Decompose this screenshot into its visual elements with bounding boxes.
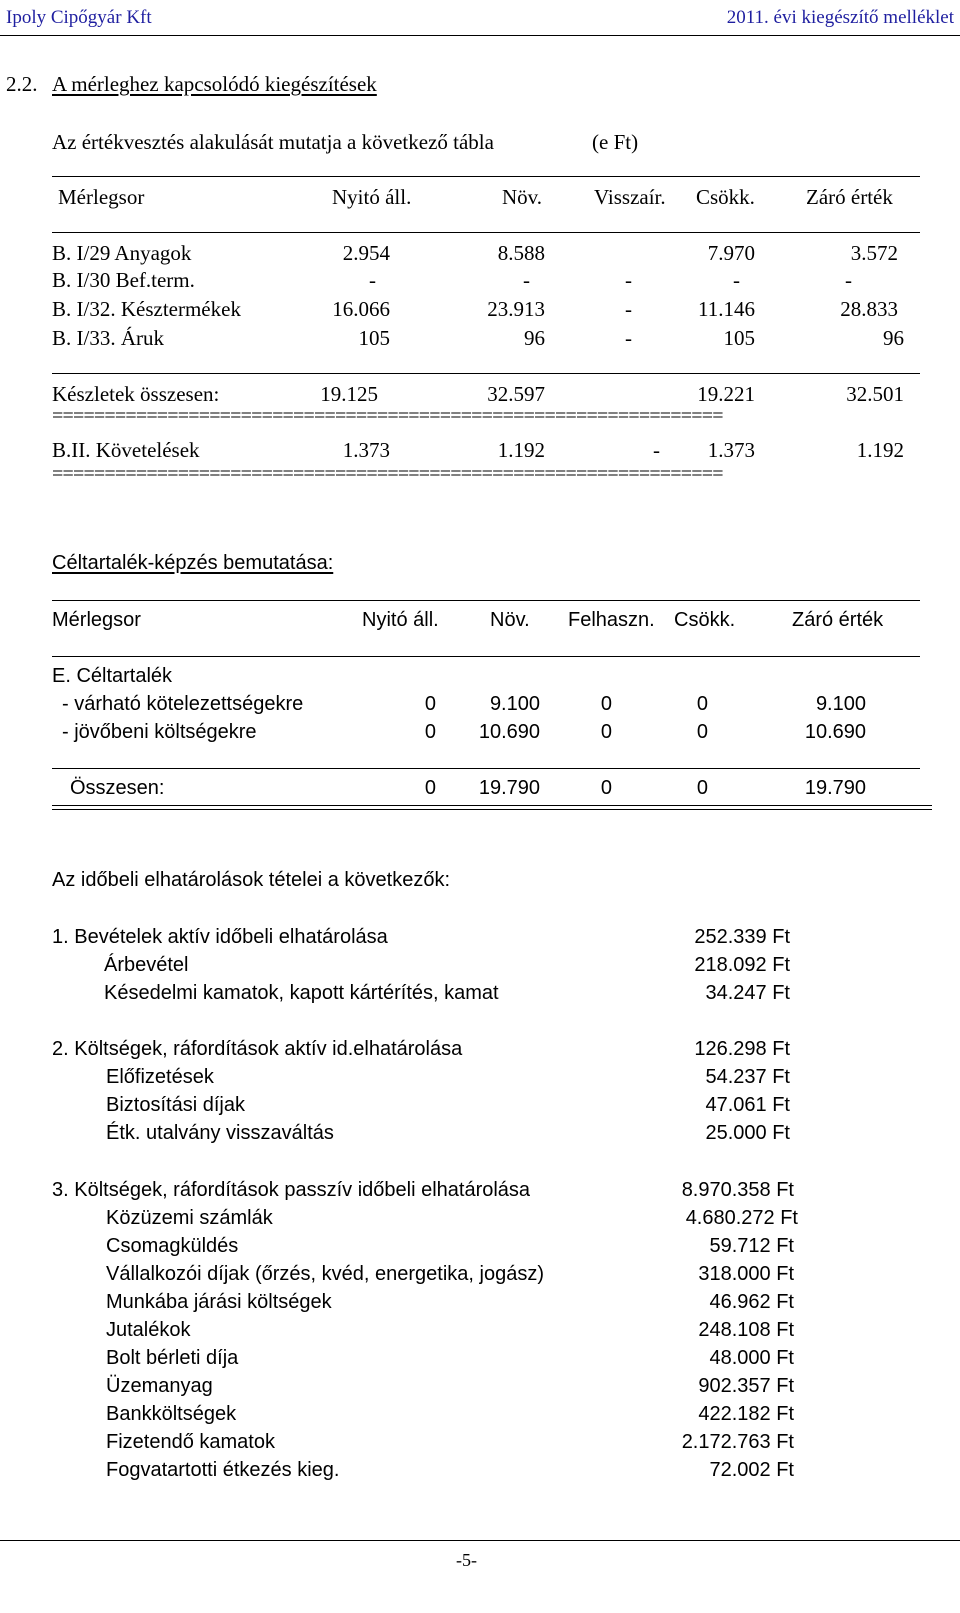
valuation-rule-total <box>52 373 920 374</box>
provisions-rule-top <box>52 600 920 601</box>
total-used: 0 <box>600 777 612 799</box>
accrual-item-value: 46.962 Ft <box>709 1291 794 1313</box>
accrual-item-value: 34.247 Ft <box>705 982 790 1004</box>
valuation-rule-header <box>52 232 920 233</box>
cell-opening: 16.066 <box>332 297 390 321</box>
cell-used: 0 <box>600 721 612 743</box>
total-label: Készletek összesen: <box>52 382 220 406</box>
row-label: B. I/29 Anyagok <box>52 241 192 265</box>
accrual-item-label: Vállalkozói díjak (őrzés, kvéd, energetika, jogász) <box>106 1263 544 1285</box>
cell-opening: 0 <box>424 693 436 715</box>
double-rule-separator: ================================================================ <box>52 464 723 484</box>
provisions-group-label: E. Céltartalék <box>52 665 173 687</box>
col-header-increase: Növ. <box>502 185 543 209</box>
accrual-item-value: 2.172.763 Ft <box>681 1431 794 1453</box>
page-number: -5- <box>456 1550 477 1570</box>
cell-closing: 28.833 <box>840 297 898 321</box>
col-header-closing: Záró érték <box>806 185 893 209</box>
row-label: B. I/32. Késztermékek <box>52 297 241 321</box>
cell-closing: - <box>845 268 852 292</box>
accrual-item-label: Csomagküldés <box>106 1235 239 1257</box>
total-closing: 32.501 <box>846 382 904 406</box>
section-number: 2.2. <box>6 72 38 96</box>
cell-increase: - <box>523 268 530 292</box>
accrual-item-value: 218.092 Ft <box>694 954 790 976</box>
section-title: A mérleghez kapcsolódó kiegészítések <box>52 72 377 96</box>
accruals-title: Az időbeli elhatárolások tételei a következők: <box>52 869 451 891</box>
cell-opening: 2.954 <box>342 241 390 265</box>
col-header-decrease: Csökk. <box>674 609 736 631</box>
accrual-item-value: 25.000 Ft <box>705 1122 790 1144</box>
accrual-item-value: 54.237 Ft <box>705 1066 790 1088</box>
valuation-unit: (e Ft) <box>592 130 639 154</box>
cell-decrease: 0 <box>696 721 708 743</box>
accrual-item-value: 248.108 Ft <box>698 1319 794 1341</box>
receivables-label: B.II. Követelések <box>52 438 200 462</box>
col-header-line: Mérlegsor <box>58 185 145 209</box>
provisions-rule-header <box>52 656 920 657</box>
provisions-double-rule-b <box>52 809 932 810</box>
accrual-group-value: 252.339 Ft <box>694 926 790 948</box>
header-rule <box>0 35 960 36</box>
col-header-opening: Nyitó áll. <box>332 185 412 209</box>
header-company: Ipoly Cipőgyár Kft <box>6 7 152 28</box>
receivables-opening: 1.373 <box>342 438 390 462</box>
accrual-item-label: Fizetendő kamatok <box>106 1431 275 1453</box>
cell-opening: - <box>369 268 376 292</box>
accrual-item-label: Étk. utalvány visszaváltás <box>106 1122 334 1144</box>
receivables-increase: 1.192 <box>497 438 545 462</box>
col-header-increase: Növ. <box>490 609 530 631</box>
accrual-item-label: Fogvatartotti étkezés kieg. <box>106 1459 340 1481</box>
cell-increase: 10.690 <box>478 721 540 743</box>
total-decrease: 0 <box>696 777 708 799</box>
cell-increase: 8.588 <box>497 241 545 265</box>
col-header-used: Felhaszn. <box>568 609 655 631</box>
cell-decrease: 105 <box>723 326 755 350</box>
row-label: B. I/33. Áruk <box>52 326 164 350</box>
cell-writeback: - <box>625 297 632 321</box>
cell-closing: 3.572 <box>850 241 898 265</box>
accrual-item-value: 4.680.272 Ft <box>685 1207 798 1229</box>
total-label: Összesen: <box>70 777 165 799</box>
accrual-group-label: 1. Bevételek aktív időbeli elhatárolása <box>52 926 388 948</box>
accrual-group-value: 126.298 Ft <box>694 1038 790 1060</box>
total-decrease: 19.221 <box>697 382 755 406</box>
accrual-item-value: 48.000 Ft <box>709 1347 794 1369</box>
cell-opening: 105 <box>358 326 390 350</box>
accrual-group-label: 2. Költségek, ráfordítások aktív id.elhatárolása <box>52 1038 463 1060</box>
cell-increase: 96 <box>524 326 545 350</box>
accrual-item-label: Bankköltségek <box>106 1403 237 1425</box>
cell-decrease: - <box>733 268 740 292</box>
cell-writeback: - <box>625 268 632 292</box>
accrual-group-value: 8.970.358 Ft <box>681 1179 794 1201</box>
cell-decrease: 0 <box>696 693 708 715</box>
accrual-group-label: 3. Költségek, ráfordítások passzív időbeli elhatárolása <box>52 1179 531 1201</box>
row-label: B. I/30 Bef.term. <box>52 268 195 292</box>
accrual-item-value: 59.712 Ft <box>709 1235 794 1257</box>
total-opening: 0 <box>424 777 436 799</box>
accrual-item-value: 422.182 Ft <box>698 1403 794 1425</box>
row-label: - várható kötelezettségekre <box>62 693 304 715</box>
double-rule-separator: ================================================================ <box>52 406 723 426</box>
accrual-item-label: Késedelmi kamatok, kapott kártérítés, kamat <box>104 982 499 1004</box>
provisions-rule-total <box>52 768 920 769</box>
row-label: - jövőbeni költségekre <box>62 721 257 743</box>
total-opening: 19.125 <box>320 382 378 406</box>
receivables-decrease: 1.373 <box>707 438 755 462</box>
cell-writeback: - <box>625 326 632 350</box>
cell-opening: 0 <box>424 721 436 743</box>
col-header-writeback: Visszaír. <box>594 185 666 209</box>
footer-rule <box>0 1540 960 1541</box>
cell-used: 0 <box>600 693 612 715</box>
accrual-item-value: 72.002 Ft <box>709 1459 794 1481</box>
cell-closing: 9.100 <box>815 693 866 715</box>
cell-increase: 23.913 <box>487 297 545 321</box>
header-document-title: 2011. évi kiegészítő melléklet <box>726 7 954 28</box>
valuation-rule-top <box>52 176 920 177</box>
valuation-intro: Az értékvesztés alakulását mutatja a következő tábla <box>52 130 494 154</box>
col-header-line: Mérlegsor <box>52 609 141 631</box>
accrual-item-value: 47.061 Ft <box>705 1094 790 1116</box>
accrual-item-label: Munkába járási költségek <box>106 1291 332 1313</box>
accrual-item-label: Jutalékok <box>106 1319 191 1341</box>
accrual-item-label: Közüzemi számlák <box>106 1207 273 1229</box>
accrual-item-label: Árbevétel <box>104 954 189 976</box>
accrual-item-label: Bolt bérleti díja <box>106 1347 239 1369</box>
col-header-closing: Záró érték <box>792 609 884 631</box>
total-closing: 19.790 <box>804 777 866 799</box>
cell-closing: 10.690 <box>804 721 866 743</box>
accrual-item-label: Előfizetések <box>106 1066 214 1088</box>
provisions-double-rule-a <box>52 805 932 806</box>
accrual-item-label: Üzemanyag <box>106 1375 213 1397</box>
receivables-closing: 1.192 <box>856 438 904 462</box>
cell-decrease: 11.146 <box>698 297 755 321</box>
receivables-writeback: - <box>653 438 660 462</box>
total-increase: 19.790 <box>478 777 540 799</box>
col-header-decrease: Csökk. <box>696 185 755 209</box>
accrual-item-label: Biztosítási díjak <box>106 1094 245 1116</box>
cell-increase: 9.100 <box>489 693 540 715</box>
total-increase: 32.597 <box>487 382 545 406</box>
accrual-item-value: 902.357 Ft <box>698 1375 794 1397</box>
cell-decrease: 7.970 <box>707 241 755 265</box>
cell-closing: 96 <box>883 326 904 350</box>
col-header-opening: Nyitó áll. <box>362 609 439 631</box>
provisions-title: Céltartalék-képzés bemutatása: <box>52 552 334 574</box>
accrual-item-value: 318.000 Ft <box>698 1263 794 1285</box>
